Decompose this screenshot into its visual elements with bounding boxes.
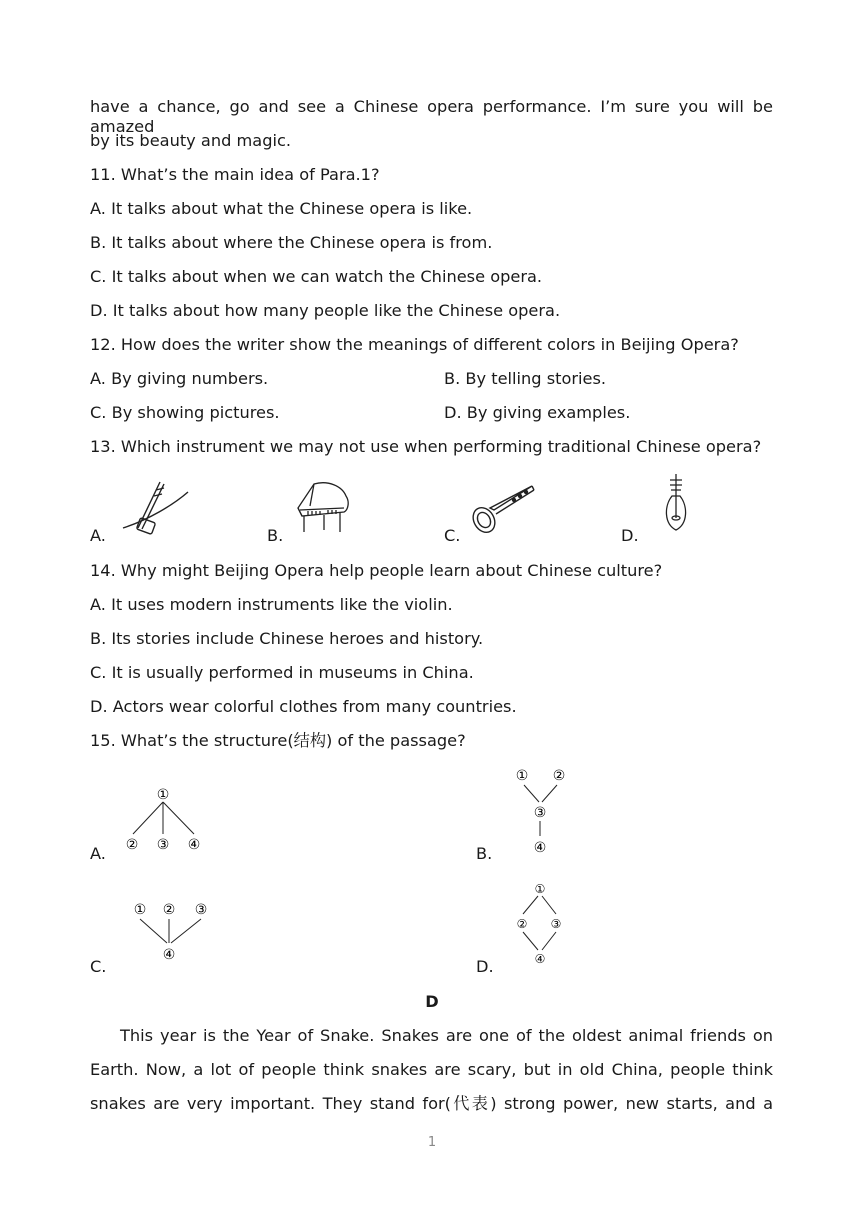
q13-label-b: B. [267,526,284,545]
node-2: ② [162,902,176,918]
question-11-stem: 11. What’s the main idea of Para.1? [90,165,380,184]
node-1: ① [534,882,546,896]
structure-diagram-b [508,764,572,858]
node-1: ① [133,902,147,918]
question-12-stem: 12. How does the writer show the meanings of different colors in Beijing Opera? [90,335,739,354]
q13-label-c: C. [444,526,461,545]
q11-option-d: D. It talks about how many people like the Chinese opera. [90,301,561,320]
q11-option-a: A. It talks about what the Chinese opera is like. [90,199,473,218]
section-d-heading: D [425,992,439,1011]
suona-icon [470,480,540,536]
page-number: 1 [427,1135,437,1150]
passage-line: have a chance, go and see a Chinese opera performance. I’m sure you will be amazed [90,97,773,136]
q14-option-c: C. It is usually performed in museums in China. [90,663,474,682]
question-14-stem: 14. Why might Beijing Opera help people learn about Chinese culture? [90,561,663,580]
node-4: ④ [162,947,176,963]
q15-label-c: C. [90,957,107,976]
structure-diagram-d [508,880,572,968]
q15-label-d: D. [476,957,494,976]
question-15-stem: 15. What’s the structure(结构) of the passage? [90,731,466,750]
q11-option-b: B. It talks about where the Chinese opera is from. [90,233,493,252]
q13-label-d: D. [621,526,639,545]
q12-option-c: C. By showing pictures. [90,403,280,422]
node-4: ④ [533,840,547,856]
passage-line: This year is the Year of Snake. Snakes are one of the oldest animal friends on [120,1026,773,1045]
node-1: ① [515,768,529,784]
passage-line: snakes are very important. They stand for(代表) strong power, new starts, and a [90,1094,773,1113]
q15-label-a: A. [90,844,106,863]
pipa-icon [658,472,694,534]
q12-option-a: A. By giving numbers. [90,369,269,388]
erhu-icon [118,480,193,540]
question-13-stem: 13. Which instrument we may not use when performing traditional Chinese opera? [90,437,762,456]
q14-option-d: D. Actors wear colorful clothes from many countries. [90,697,517,716]
structure-diagram-c [124,896,216,966]
q12-option-d: D. By giving examples. [444,403,631,422]
q13-label-a: A. [90,526,106,545]
node-3: ③ [550,917,562,931]
node-3: ③ [533,805,547,821]
node-4: ④ [187,837,201,853]
node-1: ① [156,787,170,803]
node-3: ③ [194,902,208,918]
q14-option-b: B. Its stories include Chinese heroes and history. [90,629,484,648]
q12-option-b: B. By telling stories. [444,369,607,388]
passage-line: by its beauty and magic. [90,131,292,150]
node-2: ② [516,917,528,931]
q14-option-a: A. It uses modern instruments like the violin. [90,595,453,614]
structure-diagram-a [118,782,218,858]
passage-line: Earth. Now, a lot of people think snakes are scary, but in old China, people think [90,1060,773,1079]
node-3: ③ [156,837,170,853]
node-2: ② [125,837,139,853]
q15-label-b: B. [476,844,493,863]
node-2: ② [552,768,566,784]
node-4: ④ [534,952,546,966]
q11-option-c: C. It talks about when we can watch the Chinese opera. [90,267,543,286]
piano-icon [294,478,354,538]
